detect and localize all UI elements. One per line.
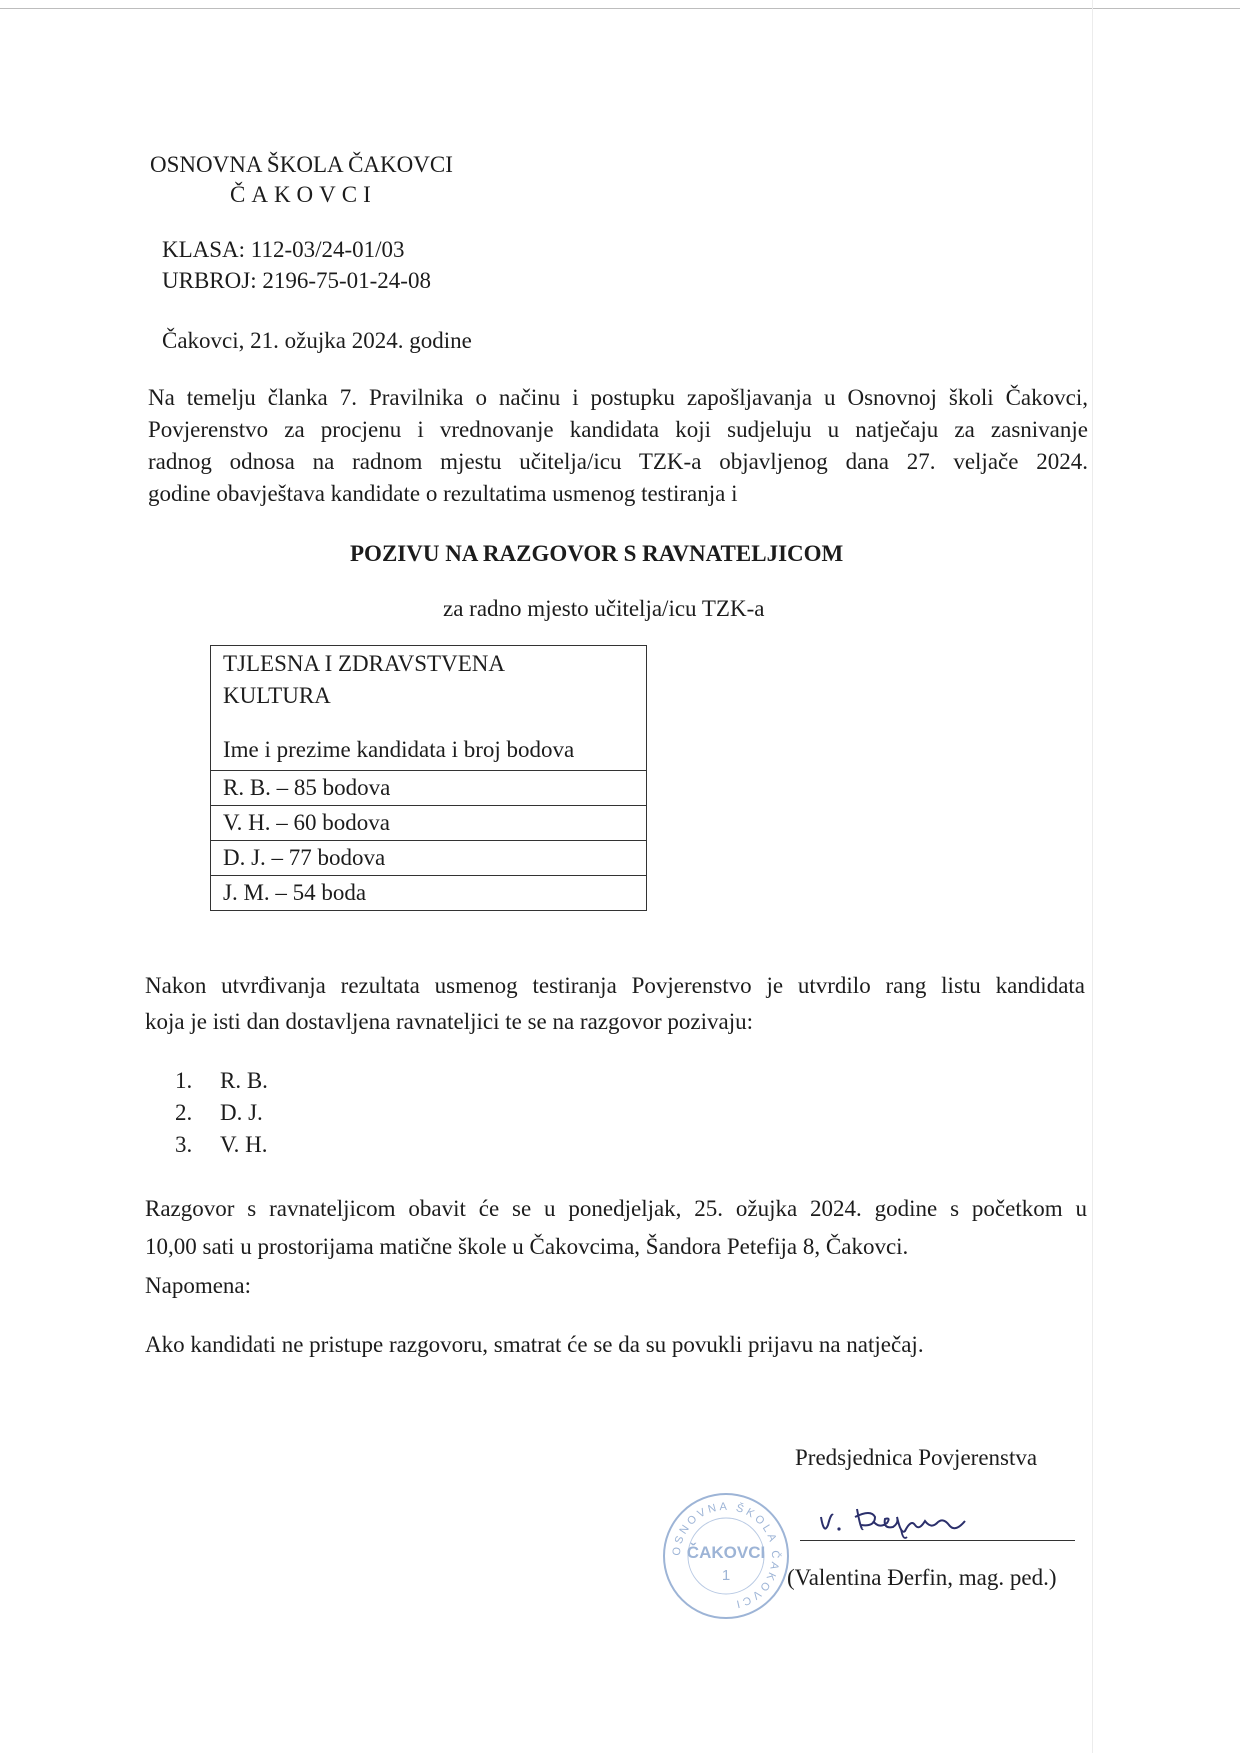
intro-line: radnog odnosa na radnom mjestu učitelja/icu TZK-a objavljenog dana 27. veljače 2024.	[148, 449, 1088, 474]
result-cell: V. H. – 60 bodova	[211, 806, 647, 841]
intro-line: godine obavještava kandidate o rezultatima usmenog testiranja i	[148, 481, 738, 506]
scan-edge	[1092, 0, 1093, 1753]
table-row	[211, 806, 647, 841]
result-cell: J. M. – 54 boda	[211, 876, 647, 911]
interview-line: Razgovor s ravnateljicom obavit će se u ponedjeljak, 25. ožujka 2024. godine s početkom u	[145, 1196, 1087, 1221]
list-item	[175, 1129, 268, 1161]
results-table	[210, 645, 647, 911]
intro-line: Na temelju članka 7. Pravilnika o načinu i postupku zapošljavanja u Osnovnoj školi Čakovci,	[148, 385, 1088, 410]
candidate-initials: V. H.	[220, 1132, 268, 1157]
ranking-line: Nakon utvrđivanja rezultata usmenog testiranja Povjerenstvo je utvrdilo rang listu kandidata	[145, 973, 1085, 998]
table-row	[211, 876, 647, 911]
school-name: OSNOVNA ŠKOLA ČAKOVCI	[150, 152, 453, 177]
stamp-number: 1	[721, 1567, 731, 1584]
list-number: 2.	[175, 1100, 193, 1125]
ranking-paragraph	[145, 968, 1085, 1040]
column-header: Ime i prezime kandidata i broj bodova	[223, 737, 575, 762]
signatory-name: (Valentina Đerfin, mag. ped.)	[787, 1565, 1057, 1590]
subject-line: TJLESNA I ZDRAVSTVENA	[223, 651, 505, 676]
intro-line: Povjerenstvo za procjenu i vrednovanje kandidata koji sudjeluju u natječaju za zasnivanje	[148, 417, 1088, 442]
top-rule	[0, 8, 1240, 9]
document-subheading: za radno mjesto učitelja/icu TZK-a	[443, 596, 765, 621]
interview-paragraph	[145, 1190, 1087, 1266]
stamp-center-text: ČAKOVCI	[686, 1543, 766, 1562]
intro-paragraph	[148, 382, 1088, 510]
document-heading: POZIVU NA RAZGOVOR S RAVNATELJICOM	[350, 541, 844, 566]
signatory-title: Predsjednica Povjerenstva	[795, 1445, 1038, 1470]
table-row	[211, 841, 647, 876]
candidate-initials: R. B.	[220, 1068, 268, 1093]
subject-header-cell	[211, 646, 647, 771]
signature-line	[800, 1540, 1075, 1541]
list-item	[175, 1097, 268, 1129]
list-number: 3.	[175, 1132, 193, 1157]
note-label: Napomena:	[145, 1273, 252, 1298]
list-item	[175, 1065, 268, 1097]
klasa-number: KLASA: 112-03/24-01/03	[162, 237, 405, 262]
candidate-initials: D. J.	[220, 1100, 263, 1125]
school-city: ČAKOVCI	[230, 182, 377, 207]
interview-line: 10,00 sati u prostorijama matične škole u Čakovcima, Šandora Petefija 8, Čakovci.	[145, 1234, 909, 1259]
table-row	[211, 771, 647, 806]
handwritten-signature	[815, 1495, 980, 1545]
list-number: 1.	[175, 1068, 193, 1093]
note-text: Ako kandidati ne pristupe razgovoru, smatrat će se da su povukli prijavu na natječaj.	[145, 1332, 924, 1357]
invited-list	[175, 1065, 268, 1161]
subject-line: KULTURA	[223, 683, 331, 708]
document-date: Čakovci, 21. ožujka 2024. godine	[162, 328, 472, 353]
urbroj-number: URBROJ: 2196-75-01-24-08	[162, 268, 431, 293]
result-cell: R. B. – 85 bodova	[211, 771, 647, 806]
stamp-outer-text: OSNOVNA ŠKOLA ČAKOVCI	[670, 1500, 782, 1611]
result-cell: D. J. – 77 bodova	[211, 841, 647, 876]
ranking-line: koja je isti dan dostavljena ravnateljici te se na razgovor pozivaju:	[145, 1009, 754, 1034]
school-stamp	[660, 1490, 792, 1622]
